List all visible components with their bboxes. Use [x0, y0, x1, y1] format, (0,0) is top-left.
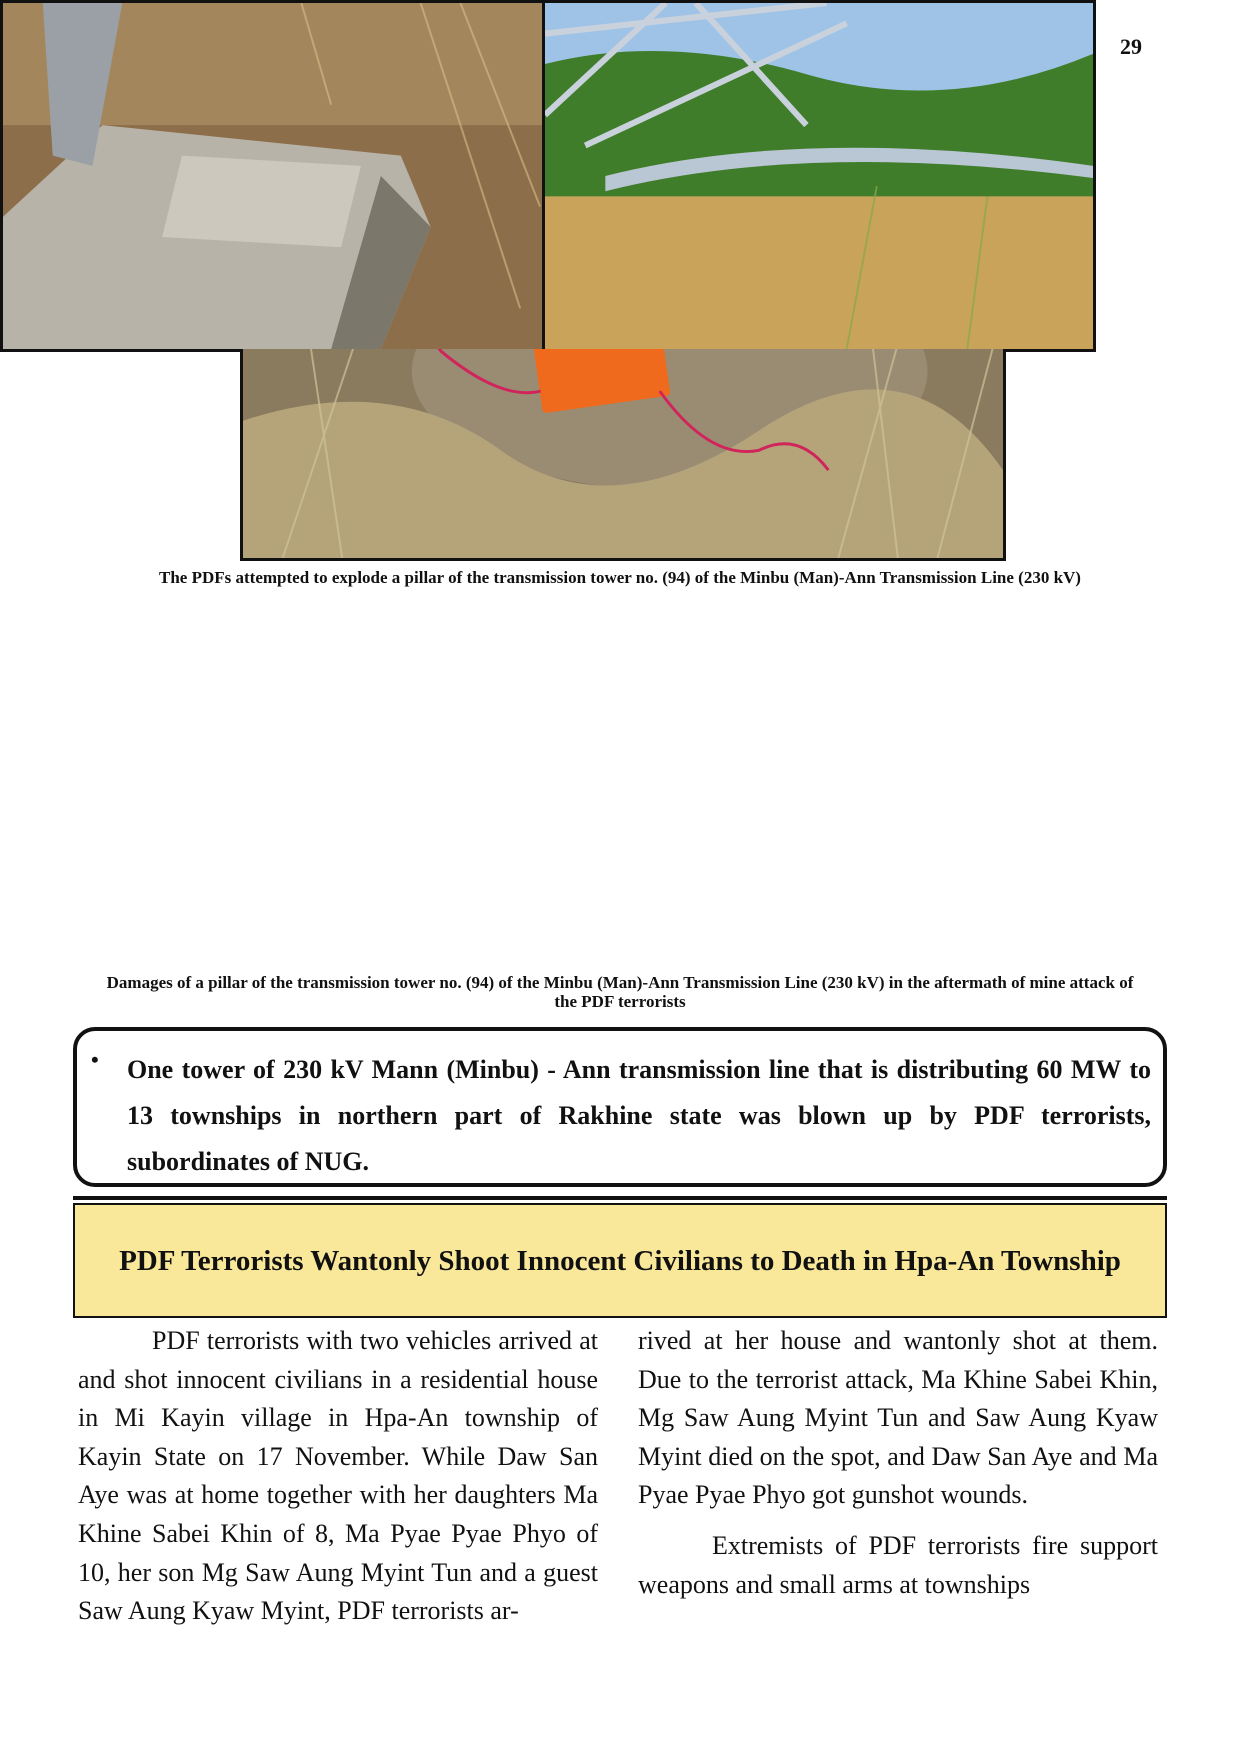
- article-paragraph: rived at her house and wantonly shot at them. Due to the terrorist attack, Ma Khine Sabei Khin, Mg Saw Aung Myint Tun and Saw Aung Kyaw Myint died on the spot, and Daw San Aye and Ma Pyae Pyae Phyo got gunshot wounds.: [638, 1326, 1158, 1510]
- damaged-pillar-illustration: [3, 3, 542, 349]
- collapsed-tower-illustration: [545, 3, 1093, 349]
- article-column-right: [638, 1322, 1158, 1604]
- photo-collapsed-tower: [545, 3, 1093, 349]
- page-number: 29: [1120, 34, 1142, 59]
- bullet-icon: •: [91, 1047, 99, 1072]
- photo-damaged-pillar: [3, 3, 545, 349]
- callout-text: One tower of 230 kV Mann (Minbu) - Ann transmission line that is distributing 60 MW to 13 townships in northern part of Rakhine state was blown up by PDF terrorists, subordinates of NUG.: [127, 1055, 1151, 1176]
- caption-bottom: Damages of a pillar of the transmission tower no. (94) of the Minbu (Man)-Ann Transmission Line (230 kV) in the aftermath of mine attack of the PDF terrorists: [106, 973, 1134, 1011]
- section-header: [73, 1203, 1167, 1318]
- callout-box: [73, 1027, 1167, 1187]
- article-column-left: [78, 1322, 598, 1631]
- caption-top: The PDFs attempted to explode a pillar of the transmission tower no. (94) of the Minbu (Man)-Ann Transmission Line (230 kV): [159, 568, 1081, 587]
- photo-pair: [0, 0, 1096, 352]
- article-paragraph: PDF terrorists with two vehicles arrived at and shot innocent civilians in a residential house in Mi Kayin village in Hpa-An township of Kayin State on 17 November. While Daw San Aye was at home together with her daughters Ma Khine Sabei Khin of 8, Ma Pyae Pyae Phyo of 10, her son Mg Saw Aung Myint Tun and a guest Saw Aung Kyaw Myint, PDF terrorists ar-: [78, 1326, 598, 1626]
- section-divider: [73, 1196, 1167, 1200]
- section-title: PDF Terrorists Wantonly Shoot Innocent Civilians to Death in Hpa-An Township: [119, 1244, 1121, 1277]
- article-paragraph: Extremists of PDF terrorists fire support weapons and small arms at townships: [638, 1530, 1158, 1599]
